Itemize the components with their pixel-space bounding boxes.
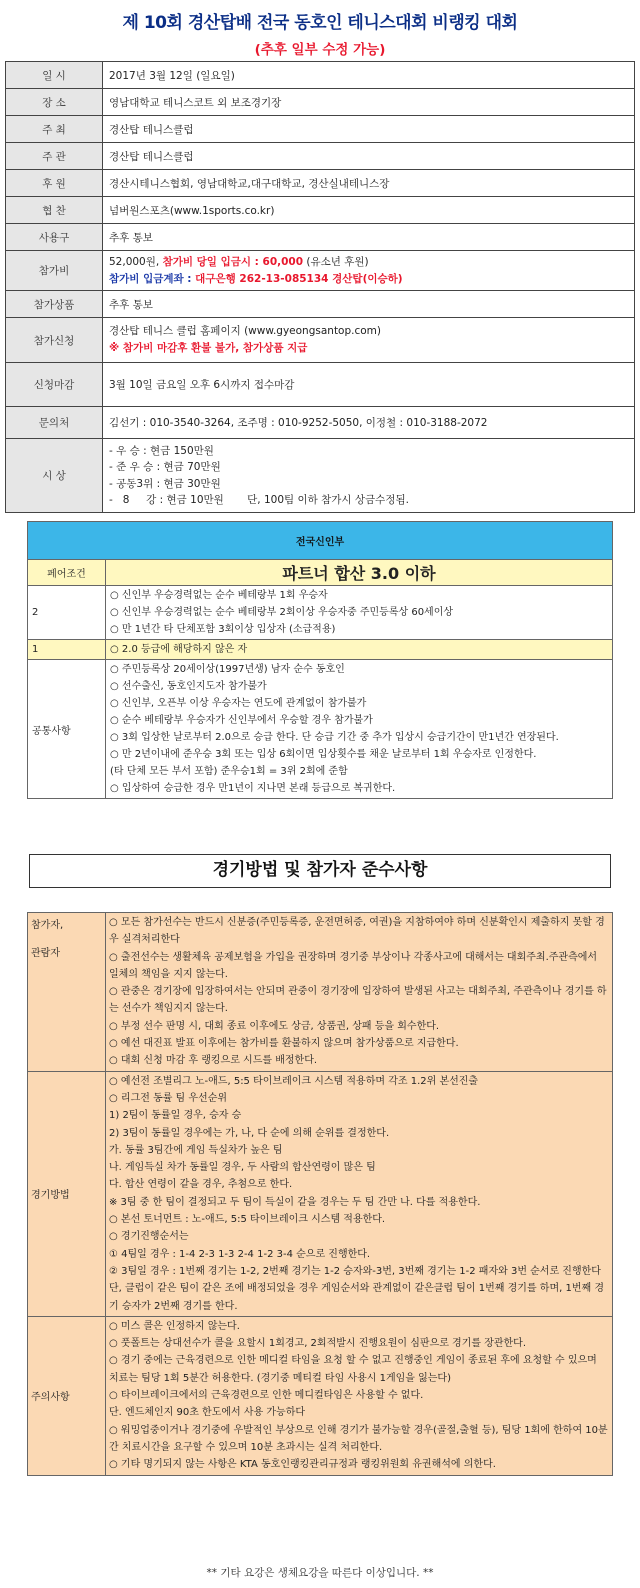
info-row-prize <box>6 291 635 318</box>
assist-label: 협 찬 <box>6 197 103 224</box>
info-row-sponsor <box>6 170 635 197</box>
info-row-organizer <box>6 143 635 170</box>
rule-item: ○ 선수출신, 동호인지도자 참가불가 <box>110 681 267 692</box>
rule-item: ○ 예선 대진표 발표 이후에는 참가비를 환불하지 않으며 참가상품으로 지급한다. <box>109 1038 459 1050</box>
caution-label: 주의사항 <box>28 1316 106 1475</box>
ball-value: 추후 통보 <box>103 224 635 251</box>
rule-item: ○ 관중은 경기장에 입장하여서는 안되며 관중이 경기장에 입장하여 발생된 사고는 대회주최, 주관측이나 경기를 하는 선수가 책임지지 않는다. <box>109 986 607 1015</box>
caution-rules <box>106 1316 613 1475</box>
info-row-award <box>6 439 635 513</box>
award-item: - 준 우 승 : 현금 70만원 <box>109 461 221 473</box>
participant-label: 참가자, 관람자 <box>28 913 106 1072</box>
pair-condition-value: 파트너 합산 3.0 이하 <box>106 560 613 586</box>
contact-label: 문의처 <box>6 407 103 439</box>
assist-value: 넘버원스포츠(www.1sports.co.kr) <box>103 197 635 224</box>
host-value: 경산탑 테니스클럽 <box>103 116 635 143</box>
rule-item: ○ 만 1년간 타 단체포함 3회이상 입상자 (소급적용) <box>110 624 336 635</box>
caution-rules-row <box>28 1316 613 1475</box>
contact-value: 김선기 : 010-3540-3264, 조주명 : 010-9252-5050, 이정철 : 010-3188-2072 <box>103 407 635 439</box>
participant-rules-row <box>28 913 613 1072</box>
organizer-value: 경산탑 테니스클럽 <box>103 143 635 170</box>
page-subtitle: (추후 일부 수정 가능) <box>254 42 386 58</box>
pair-condition-row <box>28 560 613 586</box>
rule-item: ○ 만 2년이내에 준우승 3회 또는 입상 6회이면 입상횟수를 채운 날로부터 1회 우승자로 인정한다. <box>110 749 537 760</box>
rule-item: (타 단체 모든 부서 포함) 준우승1회 = 3위 2회에 준함 <box>110 766 348 777</box>
rule-item: ○ 풋폴트는 상대선수가 콜을 요할시 1회경고, 2회적발시 진행요원이 심판으로 경기를 장관한다. <box>109 1338 527 1350</box>
prize-label: 참가상품 <box>6 291 103 318</box>
rules-heading: 경기방법 및 참가자 준수사항 <box>29 854 611 888</box>
apply-value <box>103 318 635 363</box>
award-item: - 공동3위 : 현금 30만원 <box>109 477 221 490</box>
rule-item: 가. 동률 3팀간에 게임 득실차가 높은 팀 <box>109 1144 283 1156</box>
rule-item: ○ 타이브레이크에서의 근육경련으로 인한 메디컬타임은 사용할 수 없다. <box>109 1390 424 1402</box>
rule-item: ※ 3팀 중 한 팀이 결정되고 두 팀이 득실이 같을 경우는 두 팀 간만 나. 다를 적용한다. <box>109 1196 481 1208</box>
common-rules-row <box>28 660 613 799</box>
info-row-assist <box>6 197 635 224</box>
award-label: 시 상 <box>6 439 103 513</box>
fee-value <box>103 251 635 291</box>
fee-onsite: 참가비 당일 입금시 : 60,000 <box>162 255 304 268</box>
info-row-contact <box>6 407 635 439</box>
deadline-label: 신청마감 <box>6 363 103 407</box>
method-rules-row <box>28 1071 613 1316</box>
rule-item: ○ 순수 베테랑부 우승자가 신인부에서 우승할 경우 참가불가 <box>110 715 373 726</box>
footer-note: ** 기타 요강은 생체요강을 따른다 이상입니다. ** <box>206 1567 434 1579</box>
rule-item: ② 3팀일 경우 : 1번째 경기는 1-2, 2번째 경기는 1-2 승자와-3번, 3번째 경기는 1-2 패자와 3번 순서로 진행한다 <box>109 1265 601 1277</box>
fee-prefix: 52,000원, <box>109 255 163 268</box>
grade1-rule: ○ 2.0 등급에 해당하지 않은 자 <box>106 640 613 660</box>
page-title: 제 10회 경산탑배 전국 동호인 테니스대회 비랭킹 대회 <box>122 13 518 33</box>
info-row-deadline <box>6 363 635 407</box>
common-rules-label: 공통사항 <box>28 660 106 799</box>
rule-item: ○ 출전선수는 생활체육 공제보험을 가입을 권장하며 경기중 부상이나 각종사고에 대해서는 대회주최.주관측에서 일체의 책임을 지지 않는다. <box>109 951 598 980</box>
award-list <box>103 439 635 513</box>
participant-rules <box>106 913 613 1072</box>
rule-item: ○ 입상하여 승급한 경우 만1년이 지나면 본래 등급으로 복귀한다. <box>110 783 396 794</box>
event-info-table <box>5 61 635 513</box>
rule-item: 2) 3팀이 동률일 경우에는 가, 나, 다 순에 의해 순위를 결정한다. <box>109 1127 390 1139</box>
rule-item: 1) 2팀이 동률일 경우, 승자 승 <box>109 1110 242 1122</box>
method-rules <box>106 1071 613 1316</box>
rule-item: 단. 엔드체인지 90초 한도에서 사용 가능하다 <box>109 1407 306 1419</box>
sponsor-value: 경산시테니스협회, 영남대학교,대구대학교, 경산실내테니스장 <box>103 170 635 197</box>
ball-label: 사용구 <box>6 224 103 251</box>
rookie-heading-row <box>28 522 613 560</box>
deadline-value: 3월 10일 금요일 오후 6시까지 접수마감 <box>103 363 635 407</box>
grade2-row <box>28 586 613 640</box>
common-rules <box>106 660 613 799</box>
pair-condition-label: 페어조건 <box>28 560 106 586</box>
info-row-fee <box>6 251 635 291</box>
info-row-apply <box>6 318 635 363</box>
grade1-label: 1 <box>28 640 106 660</box>
apply-label: 참가신청 <box>6 318 103 363</box>
grade2-label: 2 <box>28 586 106 640</box>
venue-label: 장 소 <box>6 89 103 116</box>
info-row-ball <box>6 224 635 251</box>
award-item: - 8 강 : 현금 10만원 단, 100팀 이하 참가시 상금수정됨. <box>109 494 409 506</box>
info-row-host <box>6 116 635 143</box>
rule-item: ○ 경기진행순서는 <box>109 1231 189 1243</box>
method-label: 경기방법 <box>28 1071 106 1316</box>
info-row-date <box>6 62 635 89</box>
date-label: 일 시 <box>6 62 103 89</box>
fee-label: 참가비 <box>6 251 103 291</box>
venue-value: 영남대학교 테니스코트 외 보조경기장 <box>103 89 635 116</box>
organizer-label: 주 관 <box>6 143 103 170</box>
rule-item: ○ 신인부 우승경력없는 순수 베테랑부 2회이상 우승자중 주민등록상 60세이상 <box>110 607 454 618</box>
rookie-division-table <box>27 521 613 799</box>
host-label: 주 최 <box>6 116 103 143</box>
rule-item: ① 4팀일 경우 : 1-4 2-3 1-3 2-4 1-2 3-4 순으로 진행한다. <box>109 1248 371 1260</box>
award-item: - 우 승 : 현금 150만원 <box>109 444 214 457</box>
apply-site: 경산탑 테니스 클럽 홈페이지 (www.gyeongsantop.com) <box>109 325 382 337</box>
rule-item: 나. 게임득실 차가 동률일 경우, 두 사람의 합산연령이 많은 팀 <box>109 1162 376 1174</box>
grade1-row <box>28 640 613 660</box>
rule-item: ○ 예선전 조별리그 노-애드, 5:5 타이브레이크 시스템 적용하며 각조 1.2위 본선진출 <box>109 1075 479 1087</box>
rule-item: ○ 리그전 동률 팀 우선순위 <box>109 1092 228 1104</box>
rules-table <box>27 912 613 1476</box>
rule-item: ○ 주민등록상 20세이상(1997년생) 남자 순수 동호인 <box>110 664 345 675</box>
info-row-venue <box>6 89 635 116</box>
fee-account-label: 참가비 입금계좌 : <box>109 272 196 285</box>
date-value: 2017년 3월 12일 (일요일) <box>103 62 635 89</box>
rule-item: ○ 기타 명기되지 않는 사항은 KTA 동호인랭킹관리규정과 랭킹위원회 유권해석에 의한다. <box>109 1459 496 1471</box>
rule-item: ○ 워밍업중이거나 경기중에 우발적인 부상으로 인해 경기가 불가능할 경우(골절,출혈 등), 팀당 1회에 한하여 10분간 치료시간을 요구할 수 있으며 10분 초과시는 실격 처리한다. <box>109 1424 608 1453</box>
rule-item: ○ 모든 참가선수는 반드시 신분증(주민등록증, 운전면허증, 여권)을 지참하여야 하며 신분확인시 제출하지 못할 경우 실격처리한다 <box>109 917 605 946</box>
sponsor-label: 후 원 <box>6 170 103 197</box>
rookie-heading: 전국신인부 <box>28 522 613 560</box>
rule-item: 다. 합산 연령이 같을 경우, 추첨으로 한다. <box>109 1179 293 1191</box>
rule-item: ○ 3회 입상한 날로부터 2.0으로 승급 한다. 단 승급 기간 중 추가 입상시 승급기간이 만1년간 연장된다. <box>110 732 559 743</box>
rule-item: ○ 경기 중에는 근육경련으로 인한 메디컬 타임을 요청 할 수 없고 진행중인 게임이 종료된 후에 요청할 수 있으며 치료는 팀당 1회 5분간 허용한다. (경기중 메티컬 타임 사용시 1게임을 잃는다) <box>109 1355 597 1384</box>
rule-item: ○ 부정 선수 판명 시, 대회 종료 이후에도 상금, 상품권, 상패 등을 회수한다. <box>109 1020 440 1032</box>
apply-note: ※ 참가비 마감후 환불 불가, 참가상품 지급 <box>109 342 308 354</box>
fee-suffix: (유소년 후원) <box>303 255 369 268</box>
rule-item: ○ 신인부 우승경력없는 순수 베테랑부 1회 우승자 <box>110 590 328 601</box>
grade2-rules <box>106 586 613 640</box>
rule-item: ○ 미스 콜은 인정하지 않는다. <box>109 1320 240 1332</box>
fee-account: 대구은행 262-13-085134 경산탑(이승하) <box>195 272 403 285</box>
rule-item: ○ 대회 신청 마감 후 랭킹으로 시드를 배정한다. <box>109 1055 318 1067</box>
rule-item: ○ 본선 토너먼트 : 노-애드, 5:5 타이브레이크 시스템 적용한다. <box>109 1214 386 1226</box>
rule-item: ○ 신인부, 오픈부 이상 우승자는 연도에 관계없이 참가불가 <box>110 698 367 709</box>
rule-item: 단, 클럽이 같은 팀이 같은 조에 배정되었을 경우 게임순서와 관계없이 같은클럽 팀이 1번째 경기를 하며, 1번째 경기 승자가 2번째 경기를 한다. <box>109 1283 604 1312</box>
prize-value: 추후 통보 <box>103 291 635 318</box>
